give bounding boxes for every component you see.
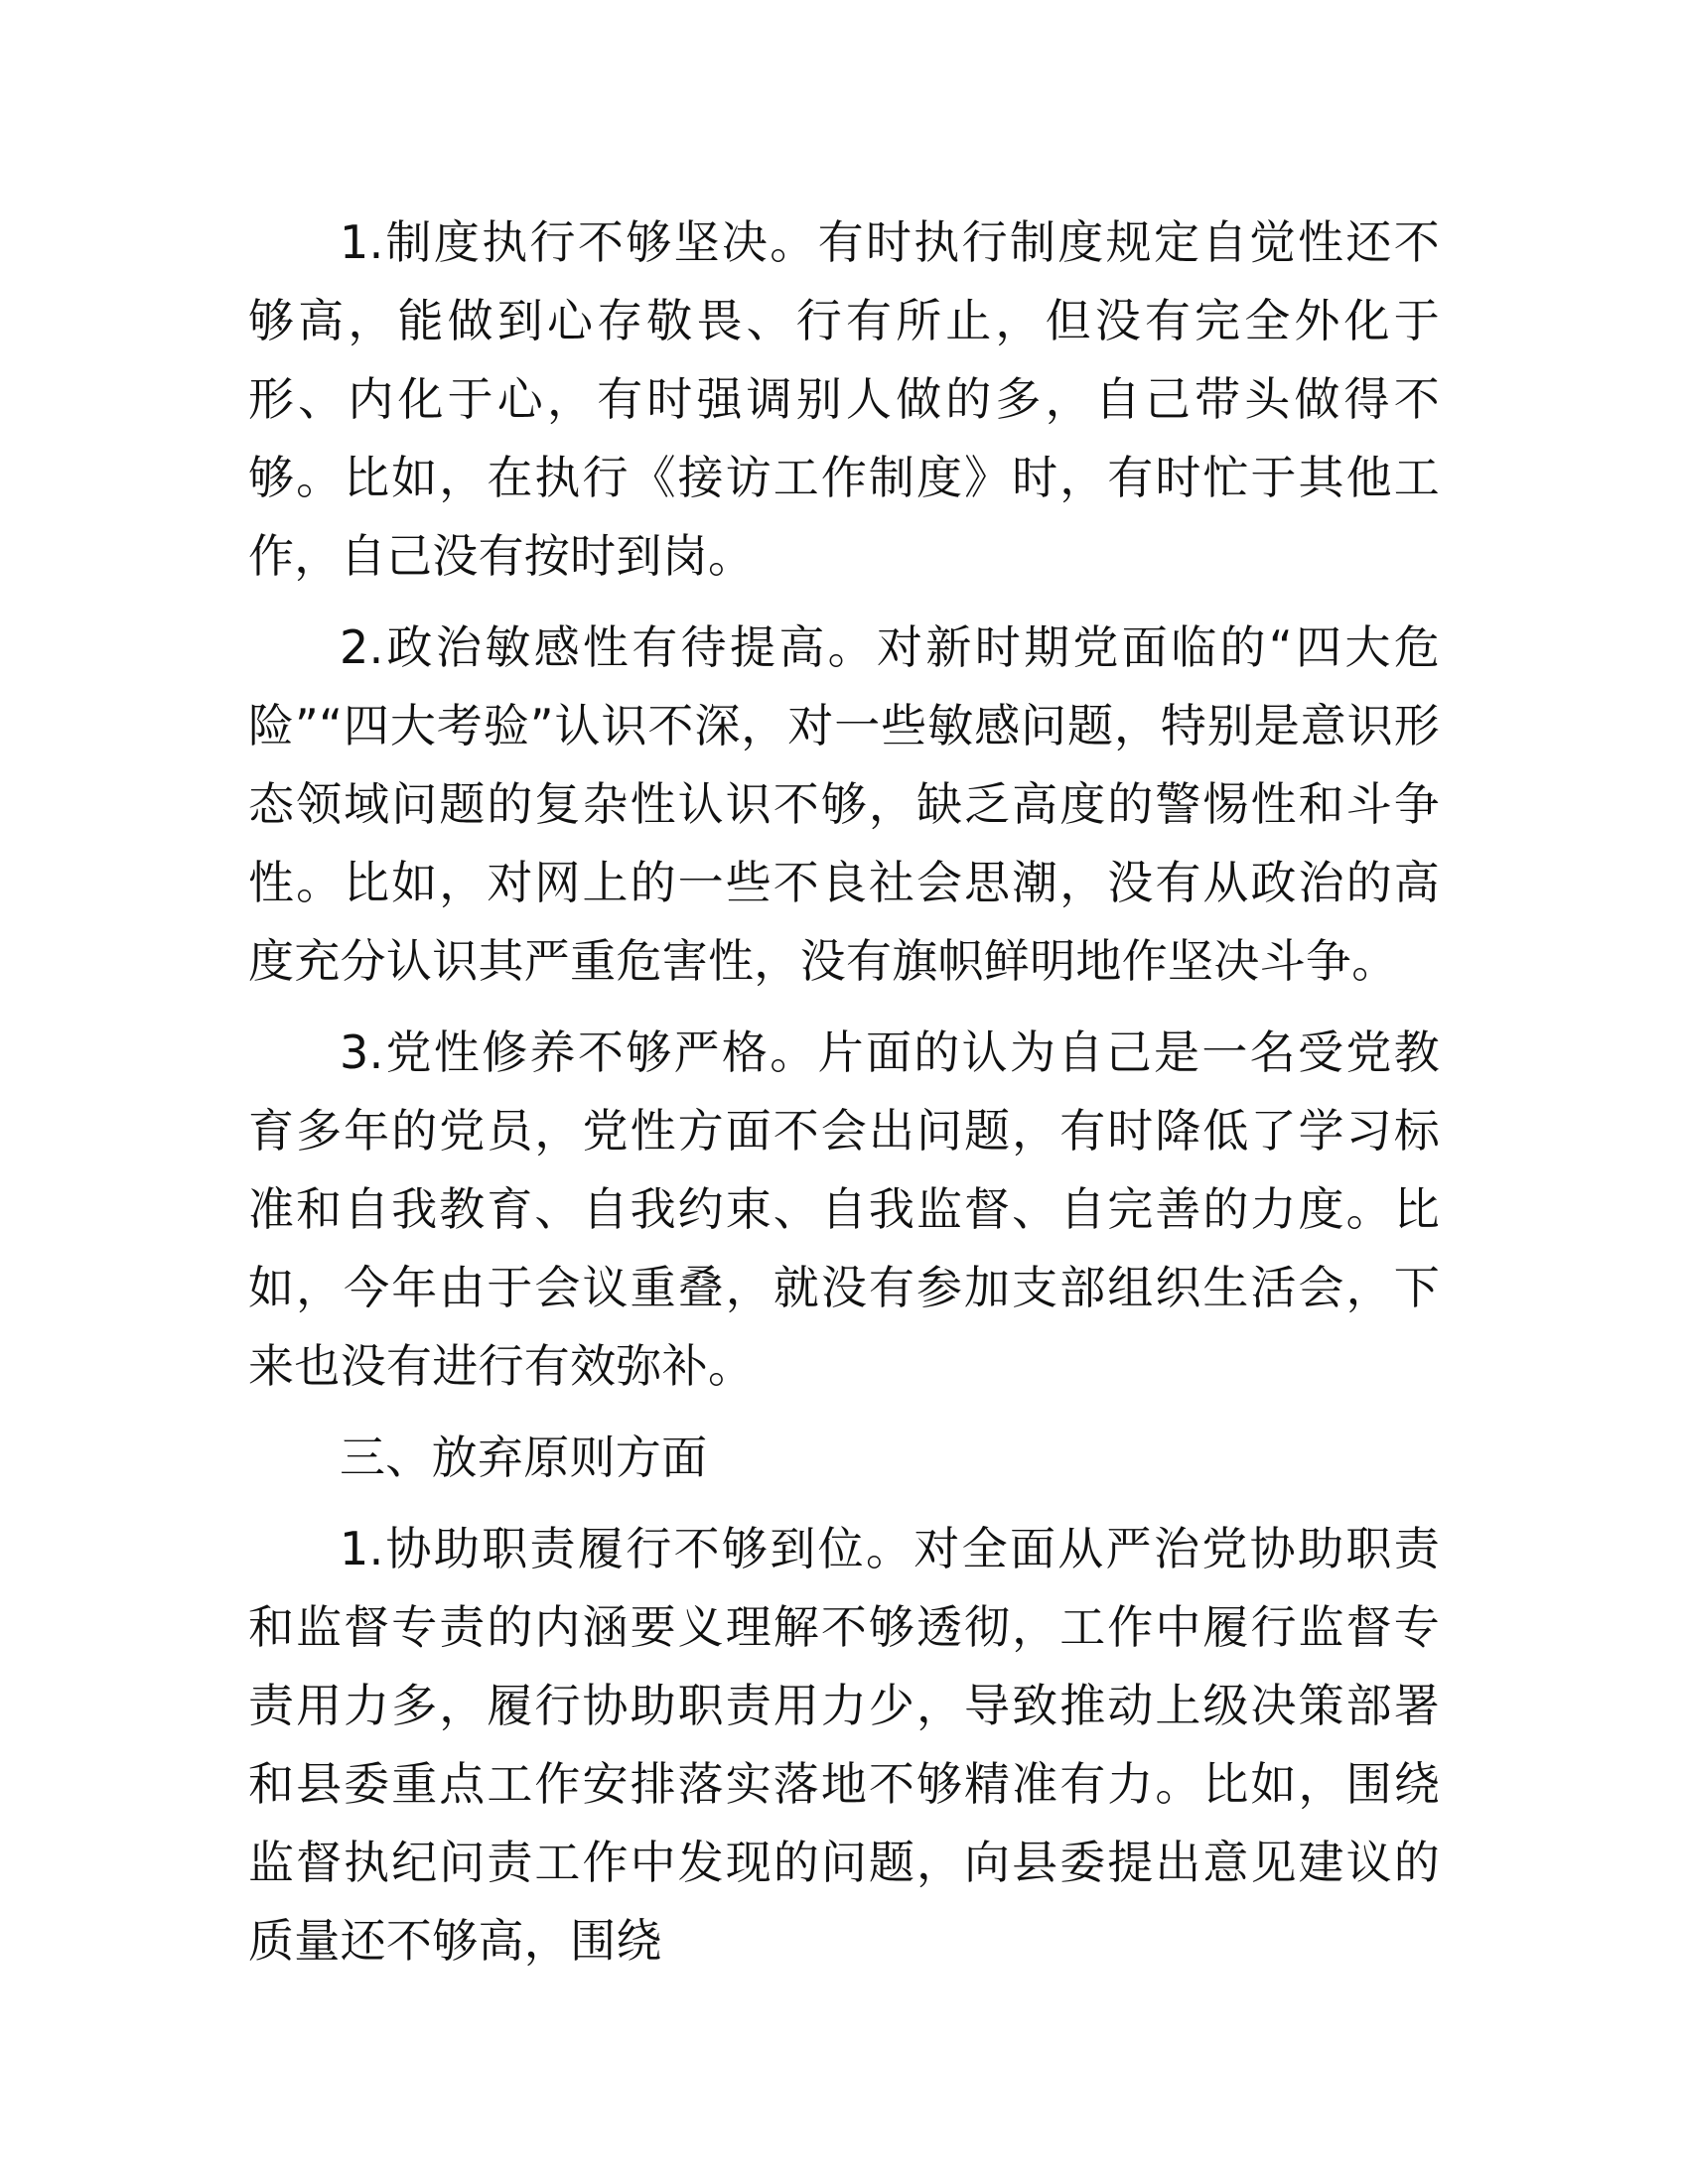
paragraph-institution-execution: 1.制度执行不够坚决。有时执行制度规定自觉性还不够高，能做到心存敬畏、行有所止，但没有完全外化于形、内化于心，有时强调别人做的多，自己带头做得不够。比如，在执行《接访工作制度》时，有时忙于其他工作，自己没有按时到岗。 [248,215,1440,583]
paragraph-party-spirit: 3.党性修养不够严格。片面的认为自己是一名受党教育多年的党员，党性方面不会出问题，有时降低了学习标准和自我教育、自我约束、自我监督、自完善的力度。比如，今年由于会议重叠，就没有参加支部组织生活会，下来也没有进行有效弥补。 [248,1025,1440,1393]
paragraph-political-sensitivity: 2.政治敏感性有待提高。对新时期党面临的“四大危险”“四大考验”认识不深，对一些敏感问题，特别是意识形态领域问题的复杂性认识不够，缺乏高度的警惕性和斗争性。比如，对网上的一些不良社会思潮，没有从政治的高度充分认识其严重危害性，没有旗帜鲜明地作坚决斗争。 [248,620,1440,988]
paragraph-assist-duty: 1.协助职责履行不够到位。对全面从严治党协助职责和监督专责的内涵要义理解不够透彻，工作中履行监督专责用力多，履行协助职责用力少，导致推动上级决策部署和县委重点工作安排落实落地不够精准有力。比如，围绕监督执纪问责工作中发现的问题，向县委提出意见建议的质量还不够高，围绕 [248,1522,1440,1968]
section-heading: 三、放弃原则方面 [340,1431,708,1484]
document-body [248,204,1440,1993]
